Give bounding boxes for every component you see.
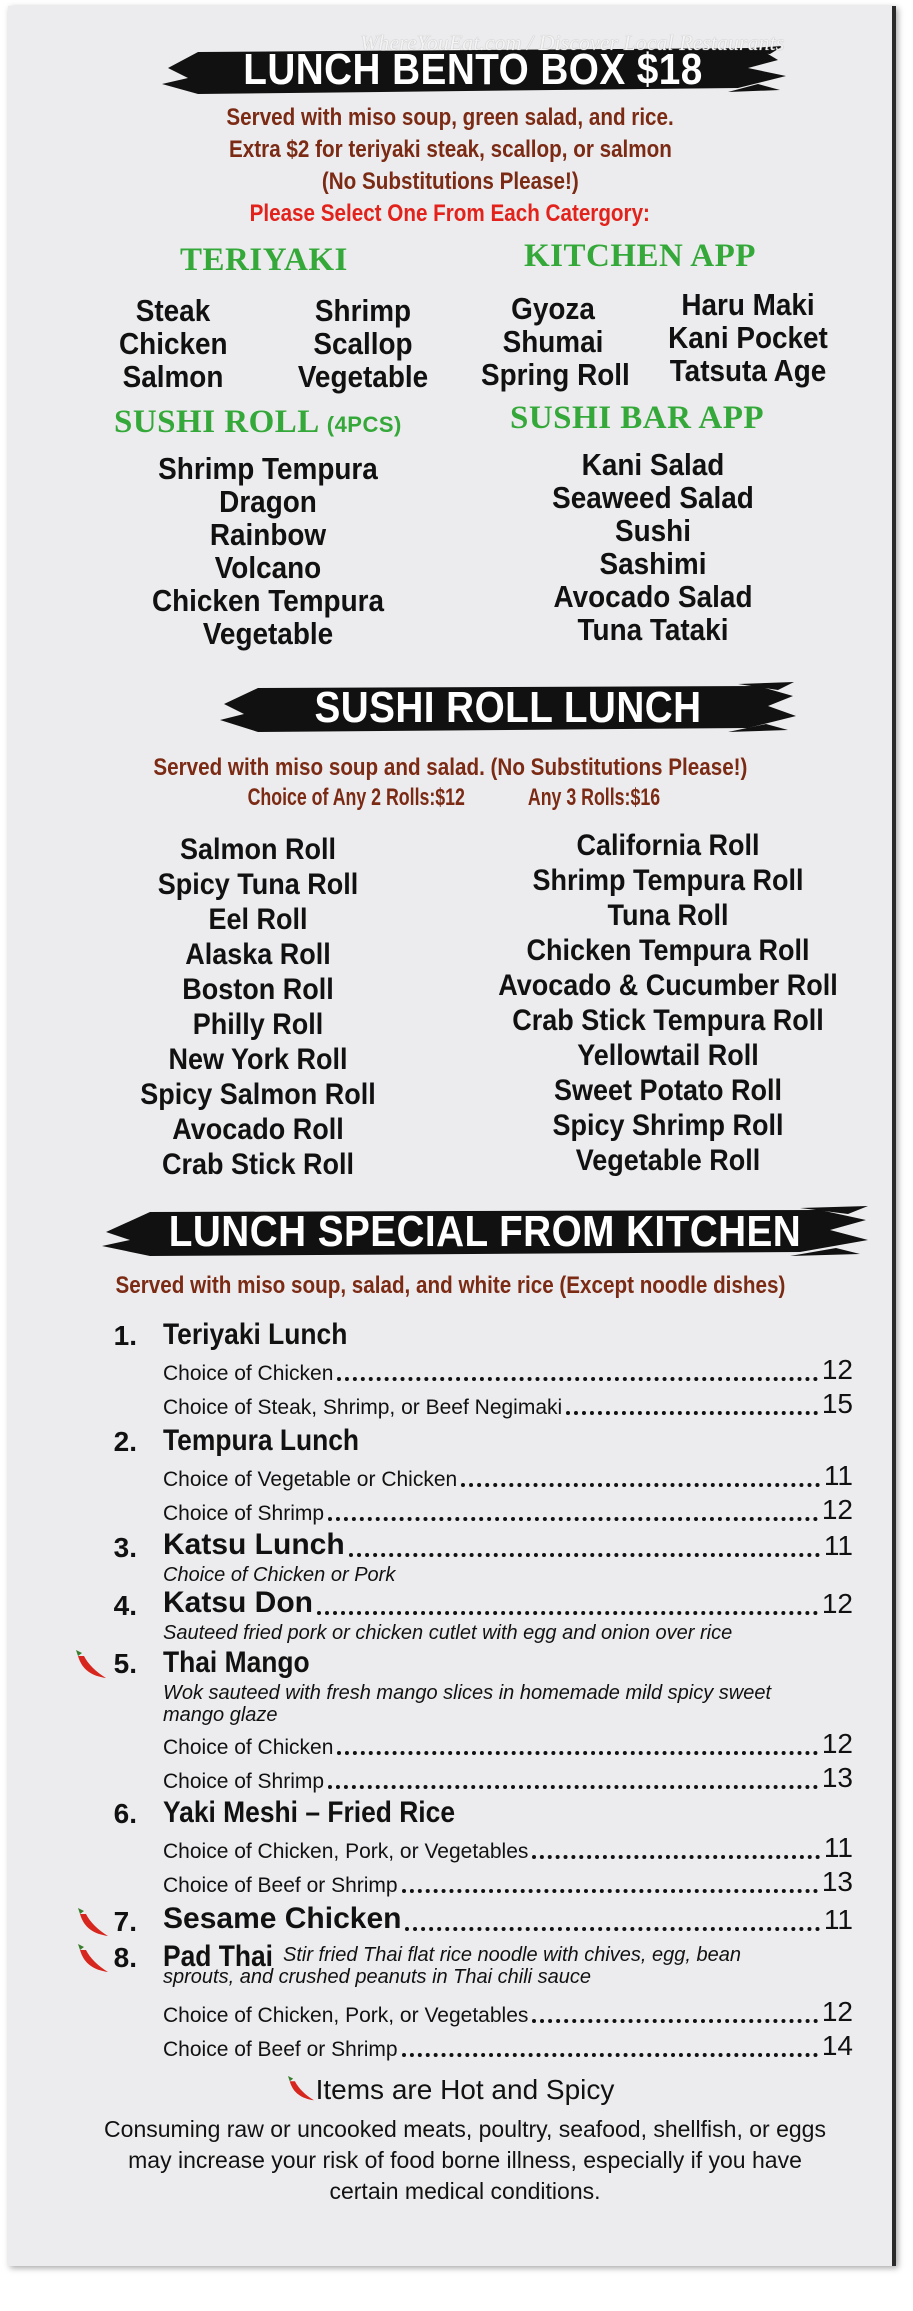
sushi-roll-lunch-banner: [218, 676, 798, 740]
rolls-right-col: [468, 828, 868, 1178]
list-item: Philly Roll: [192, 1008, 324, 1041]
price: 14: [821, 2030, 853, 2061]
list-item: Vegetable: [297, 359, 429, 394]
price-line: Choice of Shrimp 12: [163, 1494, 853, 1525]
price-line: [163, 1902, 853, 1936]
list-item: Avocado & Cucumber Roll: [498, 969, 838, 1002]
kitchen-app-heading: KITCHEN APP: [524, 238, 756, 274]
list-item: Vegetable Roll: [575, 1144, 761, 1177]
sushi-bar-app-list: [528, 448, 778, 646]
price: 12: [821, 1728, 853, 1759]
list-item: New York Roll: [168, 1043, 348, 1076]
item-description: Stir fried Thai flat rice noodle with chives, egg, bean sprouts, and crushed peanuts in Thai chili sauce: [163, 1944, 742, 1988]
price-line: Choice of Beef or Shrimp 14: [163, 2030, 853, 2061]
list-item: Volcano: [214, 550, 322, 585]
list-item: Tatsuta Age: [669, 353, 827, 388]
menu-page: [8, 6, 896, 2266]
sushi-roll-list: [138, 452, 398, 650]
list-item: Sashimi: [599, 546, 707, 581]
bento-note-3: (No Substitutions Please!): [321, 168, 579, 195]
price-line: Choice of Chicken, Pork, or Vegetables 12: [163, 1996, 853, 2027]
three-rolls-price: Any 3 Rolls:$16: [527, 784, 660, 811]
item-description: Sauteed fried pork or chicken cutlet with egg and onion over rice: [163, 1622, 733, 1644]
item-name: Thai Mango: [163, 1646, 310, 1679]
list-item: Shrimp: [314, 293, 412, 328]
sushi-roll-lunch-note: Served with miso soup and salad. (No Substitutions Please!): [152, 754, 748, 781]
item-number: 2.: [113, 1426, 137, 1457]
list-item: Salmon Roll: [179, 833, 337, 866]
bento-select-note: Please Select One From Each Catergory:: [249, 200, 651, 227]
price: 12: [821, 1588, 853, 1619]
price: 11: [823, 1460, 853, 1491]
kitchen-special-note: Served with miso soup, salad, and white rice (Except noodle dishes): [115, 1272, 785, 1299]
list-item: Kani Pocket: [668, 320, 828, 355]
sushi-roll-heading: SUSHI ROLL (4PCS): [114, 404, 402, 440]
menu-item-yaki-meshi: [108, 1794, 858, 1900]
list-item: Spicy Shrimp Roll: [552, 1109, 784, 1142]
sushi-bar-app-heading: SUSHI BAR APP: [510, 400, 765, 436]
bento-title: LUNCH BENTO BOX: [243, 45, 626, 94]
chili-pepper-icon: [74, 1650, 108, 1680]
price: 11: [823, 1530, 853, 1561]
price: 15: [821, 1388, 853, 1419]
item-name: Katsu Don: [163, 1586, 313, 1619]
price-line: [163, 1586, 853, 1620]
price: 13: [821, 1866, 853, 1897]
list-item: Shrimp Tempura: [158, 451, 378, 486]
menu-item-tempura-lunch: [108, 1422, 858, 1528]
price-line: Choice of Chicken 12: [163, 1728, 853, 1759]
food-safety-warning: Consuming raw or uncooked meats, poultry, seafood, shellfish, or eggs may increase your risk of food borne illness, especially if you have certain medical conditions.: [104, 2116, 826, 2204]
item-name: Teriyaki Lunch: [163, 1318, 348, 1351]
price: 12: [821, 1494, 853, 1525]
list-item: Alaska Roll: [185, 938, 331, 971]
list-item: Crab Stick Roll: [161, 1148, 355, 1181]
list-item: Vegetable: [202, 616, 334, 651]
menu-item-teriyaki-lunch: [108, 1316, 858, 1422]
price: 12: [821, 1354, 853, 1385]
watermark: WhereYouEat.com / Discover Local Restaurants: [360, 30, 785, 55]
list-item: Shrimp Tempura Roll: [532, 864, 804, 897]
list-item: Gyoza: [511, 291, 595, 326]
item-number: 5.: [113, 1648, 137, 1679]
list-item: Sweet Potato Roll: [553, 1074, 783, 1107]
price-line: Choice of Shrimp 13: [163, 1762, 853, 1793]
list-item: Yellowtail Roll: [577, 1039, 759, 1072]
item-number: 1.: [113, 1320, 137, 1351]
rolls-left-col: [108, 832, 408, 1182]
list-item: Chicken Tempura: [151, 583, 385, 618]
price: 12: [821, 1996, 853, 2027]
menu-item-katsu-lunch: [108, 1528, 858, 1588]
kitchen-app-col-2: [658, 288, 838, 387]
list-item: Eel Roll: [208, 903, 308, 936]
list-item: Tuna Tataki: [577, 612, 729, 647]
spicy-legend: [8, 2074, 892, 2106]
item-number: 7.: [113, 1906, 137, 1937]
price-line: Choice of Beef or Shrimp 13: [163, 1866, 853, 1897]
list-item: Scallop: [313, 326, 413, 361]
item-name: Yaki Meshi – Fried Rice: [163, 1796, 456, 1829]
bento-note-1: Served with miso soup, green salad, and rice.: [226, 104, 674, 131]
list-item: Spring Roll: [481, 357, 630, 392]
list-item: Shumai: [502, 324, 604, 359]
menu-item-pad-thai: [108, 1938, 858, 2061]
list-item: Crab Stick Tempura Roll: [512, 1004, 824, 1037]
item-name: Katsu Lunch: [163, 1528, 345, 1561]
item-number: 8.: [113, 1942, 137, 1973]
bento-note-2: Extra $2 for teriyaki steak, scallop, or salmon: [228, 136, 672, 163]
list-item: Avocado Salad: [553, 579, 753, 614]
teriyaki-col-2: [283, 294, 443, 393]
list-item: Spicy Tuna Roll: [157, 868, 359, 901]
item-description: Choice of Chicken or Pork: [163, 1564, 396, 1586]
list-item: Chicken Tempura Roll: [526, 934, 810, 967]
item-name: Tempura Lunch: [163, 1424, 360, 1457]
item-name: Sesame Chicken: [163, 1902, 402, 1935]
price-line: Choice of Chicken 12: [163, 1354, 853, 1385]
teriyaki-heading: TERIYAKI: [180, 242, 348, 278]
kitchen-special-title: LUNCH SPECIAL FROM KITCHEN: [168, 1207, 802, 1256]
list-item: Boston Roll: [182, 973, 334, 1006]
list-item: Spicy Salmon Roll: [140, 1078, 376, 1111]
item-number: 4.: [113, 1590, 137, 1621]
two-rolls-price: Choice of Any 2 Rolls:$12: [247, 784, 465, 811]
spicy-legend-text: Items are Hot and Spicy: [315, 2074, 615, 2105]
price: 11: [823, 1832, 853, 1863]
list-item: Steak: [135, 293, 211, 328]
price: 13: [821, 1762, 853, 1793]
price-line: Choice of Steak, Shrimp, or Beef Negimaki 15: [163, 1388, 853, 1419]
kitchen-special-banner: [100, 1200, 870, 1264]
item-description: Wok sauteed with fresh mango slices in homemade mild spicy sweet mango glaze: [163, 1682, 772, 1726]
menu-item-sesame-chicken: [108, 1902, 858, 1942]
list-item: Seaweed Salad: [552, 480, 754, 515]
item-number: 3.: [113, 1532, 137, 1563]
bento-price: $18: [636, 45, 703, 94]
item-name: Pad Thai: [163, 1940, 274, 1973]
list-item: Rainbow: [209, 517, 327, 552]
list-item: Dragon: [219, 484, 317, 519]
list-item: Tuna Roll: [607, 899, 729, 932]
list-item: Salmon: [122, 359, 224, 394]
sushi-roll-pcs-note: (4PCS): [326, 412, 402, 437]
kitchen-app-col-1: [473, 292, 633, 391]
list-item: Kani Salad: [581, 447, 725, 482]
menu-item-thai-mango: [108, 1644, 858, 1794]
list-item: Avocado Roll: [172, 1113, 344, 1146]
sushi-roll-lunch-title: SUSHI ROLL LUNCH: [314, 683, 702, 732]
teriyaki-col-1: [113, 294, 233, 393]
menu-item-katsu-don: [108, 1586, 858, 1646]
list-item: Haru Maki: [681, 287, 815, 322]
list-item: Chicken: [119, 326, 228, 361]
list-item: California Roll: [576, 829, 760, 862]
item-number: 6.: [113, 1798, 137, 1829]
price: 11: [823, 1904, 853, 1935]
list-item: Sushi: [615, 513, 691, 548]
price-line: [163, 1528, 853, 1562]
price-line: Choice of Vegetable or Chicken 11: [163, 1460, 853, 1491]
chili-pepper-icon: [286, 2076, 316, 2102]
price-line: Choice of Chicken, Pork, or Vegetables 11: [163, 1832, 853, 1863]
